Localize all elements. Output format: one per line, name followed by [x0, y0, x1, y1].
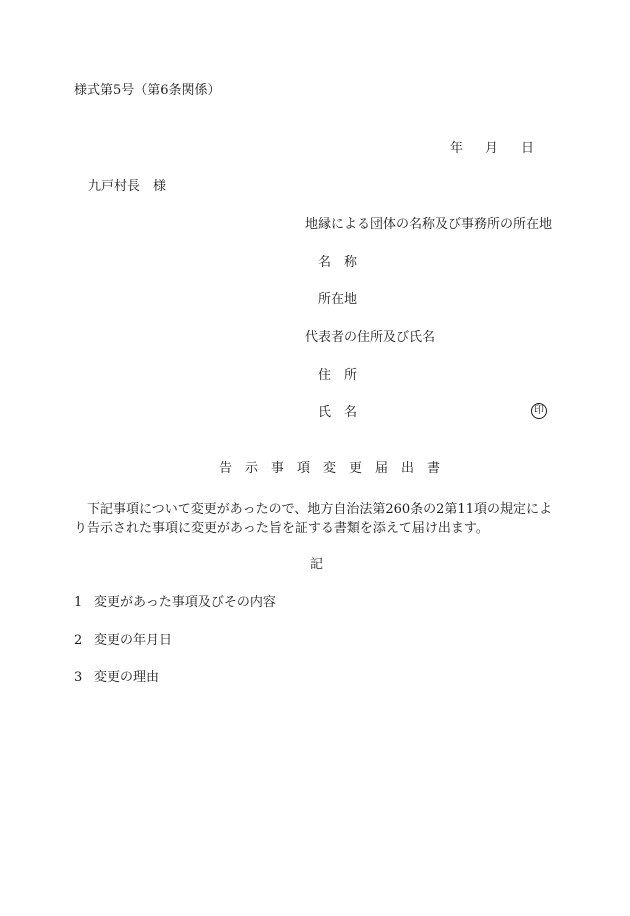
representative-address-label: 住 所 [318, 368, 358, 383]
list-item-text: 変更の年月日 [94, 633, 173, 648]
applicant-name-label: 名 称 [318, 255, 358, 270]
date-day-label: 日 [521, 141, 535, 156]
seal-mark: 印 [531, 403, 547, 419]
date-year-label: 年 [450, 141, 464, 156]
document-title: 告 示 事 項 変 更 届 出 書 [219, 461, 441, 476]
applicant-address-label: 所在地 [318, 292, 358, 307]
list-item [74, 671, 159, 684]
list-item-number: 2 [74, 633, 83, 648]
list-item-number: 3 [74, 670, 83, 685]
date-month-label: 月 [485, 141, 499, 156]
representative-name-label: 氏 名 [318, 405, 358, 420]
list-item [74, 634, 172, 647]
representative-heading: 代表者の住所及び氏名 [305, 330, 436, 345]
list-item-text: 変更があった事項及びその内容 [94, 595, 276, 610]
list-item [74, 596, 276, 609]
applicant-heading: 地縁による団体の名称及び事務所の所在地 [305, 217, 553, 232]
addressee: 九戸村長 様 [88, 179, 167, 194]
list-item-number: 1 [74, 595, 83, 610]
body-paragraph: 下記事項について変更があったので、地方自治法第260条の2第11項の規定により告示された事項に変更があった旨を証する書類を添えて届け出ます。 [74, 502, 552, 536]
ki-heading: 記 [310, 557, 324, 572]
list-item-text: 変更の理由 [94, 670, 160, 685]
form-number: 様式第5号（第6条関係） [74, 83, 221, 98]
